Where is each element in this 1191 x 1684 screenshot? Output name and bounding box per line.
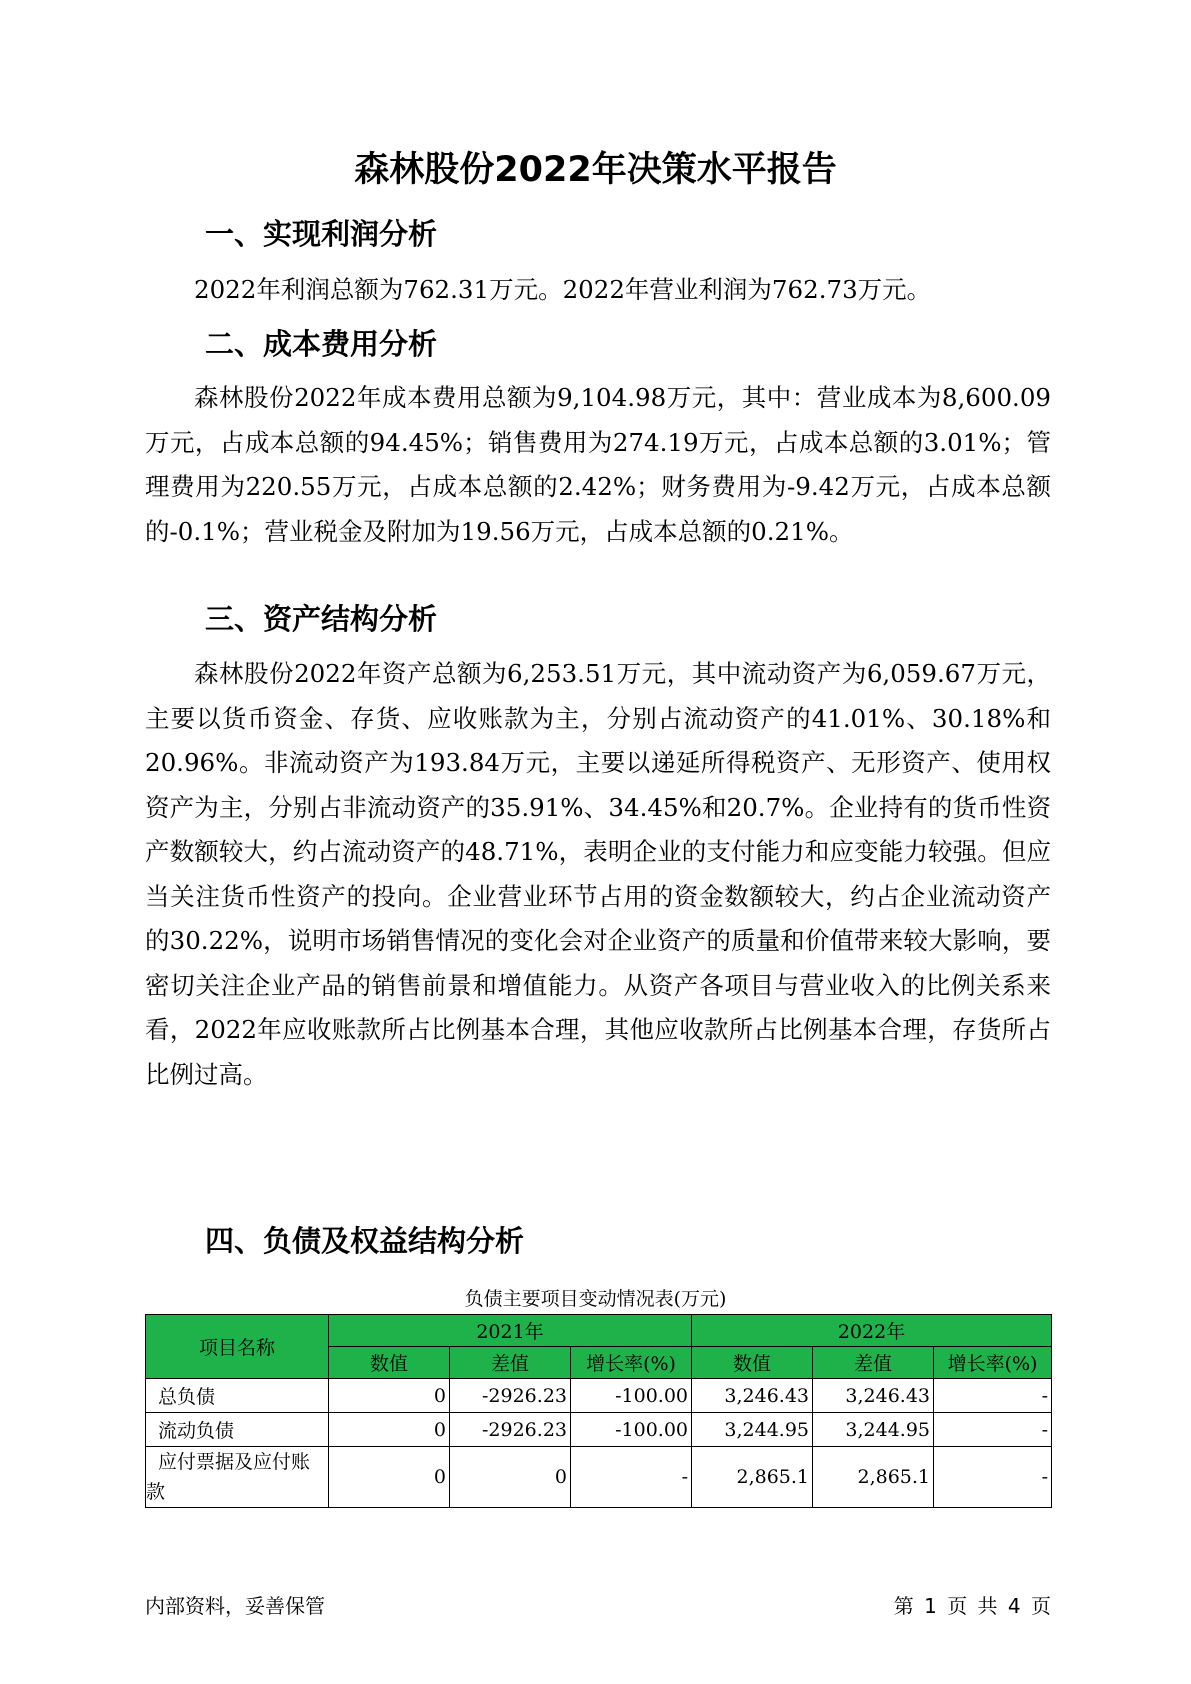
paragraph: 2022年利润总额为762.31万元。2022年营业利润为762.73万元。 — [194, 275, 932, 304]
row-name: 流动负债 — [146, 1413, 329, 1447]
cell: 0 — [329, 1447, 450, 1508]
subheader-growth-rate: 增长率(%) — [934, 1347, 1052, 1379]
header-year-2021: 2021年 — [329, 1315, 692, 1347]
footer-confidential-note: 内部资料，妥善保管 — [145, 1594, 325, 1618]
cell: -100.00 — [571, 1413, 692, 1447]
cell: 3,246.43 — [692, 1379, 813, 1413]
row-name-line: 款 — [146, 1481, 166, 1503]
cell: -2926.23 — [450, 1413, 571, 1447]
page-title: 森林股份2022年决策水平报告 — [354, 150, 837, 190]
footer-page-number: 第 1 页 共 4 页 — [893, 1594, 1051, 1618]
cell: - — [934, 1447, 1052, 1508]
cell: 3,246.43 — [813, 1379, 934, 1413]
cell: -100.00 — [571, 1379, 692, 1413]
row-name-line: 应付票据及应付账 — [158, 1451, 311, 1473]
section-text-assets — [145, 652, 1051, 1097]
subheader-growth-rate: 增长率(%) — [571, 1347, 692, 1379]
table-caption: 负债主要项目变动情况表(万元) — [464, 1288, 727, 1310]
paragraph: 森林股份2022年资产总额为6,253.51万元，其中流动资产为6,059.67万元，主要以货币资金、存货、应收账款为主，分别占流动资产的41.01%、30.18%和20.96%。非流动资产为193.84万元，主要以递延所得税资产、无形资产、使用权资产为主，分别占非流动资产的35.91%、34.45%和20.7%。企业持有的货币性资产数额较大，约占流动资产的48.71%，表明企业的支付能力和应变能力较强。但应当关注货币性资产的投向。企业营业环节占用的资金数额较大，约占企业流动资产的30.22%，说明市场销售情况的变化会对企业资产的质量和价值带来较大影响，要密切关注企业产品的销售前景和增值能力。从资产各项目与营业收入的比例关系来看，2022年应收账款所占比例基本合理，其他应收款所占比例基本合理，存货所占比例过高。 — [145, 659, 1051, 1089]
cell: 2,865.1 — [692, 1447, 813, 1508]
paragraph: 森林股份2022年成本费用总额为9,104.98万元，其中：营业成本为8,600.09万元，占成本总额的94.45%；销售费用为274.19万元，占成本总额的3.01%；管理费用为220.55万元，占成本总额的2.42%；财务费用为-9.42万元，占成本总额的-0.1%；营业税金及附加为19.56万元，占成本总额的0.21%。 — [145, 383, 1051, 546]
section-text-profit — [145, 268, 1051, 313]
header-item-name: 项目名称 — [146, 1315, 329, 1379]
cell: 0 — [450, 1447, 571, 1508]
cell: 0 — [329, 1379, 450, 1413]
header-year-2022: 2022年 — [692, 1315, 1052, 1347]
section-heading-cost: 二、成本费用分析 — [205, 327, 438, 361]
cell: 3,244.95 — [692, 1413, 813, 1447]
subheader-value: 数值 — [692, 1347, 813, 1379]
cell: - — [571, 1447, 692, 1508]
subheader-difference: 差值 — [813, 1347, 934, 1379]
subheader-difference: 差值 — [450, 1347, 571, 1379]
section-text-cost — [145, 376, 1051, 554]
section-heading-profit: 一、实现利润分析 — [205, 217, 438, 251]
cell: 2,865.1 — [813, 1447, 934, 1508]
cell: 0 — [329, 1413, 450, 1447]
subheader-value: 数值 — [329, 1347, 450, 1379]
row-name: 总负债 — [146, 1379, 329, 1413]
cell: - — [934, 1379, 1052, 1413]
liabilities-table — [145, 1314, 1052, 1508]
cell: -2926.23 — [450, 1379, 571, 1413]
table-row — [146, 1413, 1052, 1447]
row-name — [146, 1447, 329, 1508]
section-heading-liabilities: 四、负债及权益结构分析 — [205, 1224, 525, 1258]
cell: 3,244.95 — [813, 1413, 934, 1447]
table-row — [146, 1379, 1052, 1413]
table-row — [146, 1447, 1052, 1508]
cell: - — [934, 1413, 1052, 1447]
section-heading-assets: 三、资产结构分析 — [205, 602, 438, 636]
